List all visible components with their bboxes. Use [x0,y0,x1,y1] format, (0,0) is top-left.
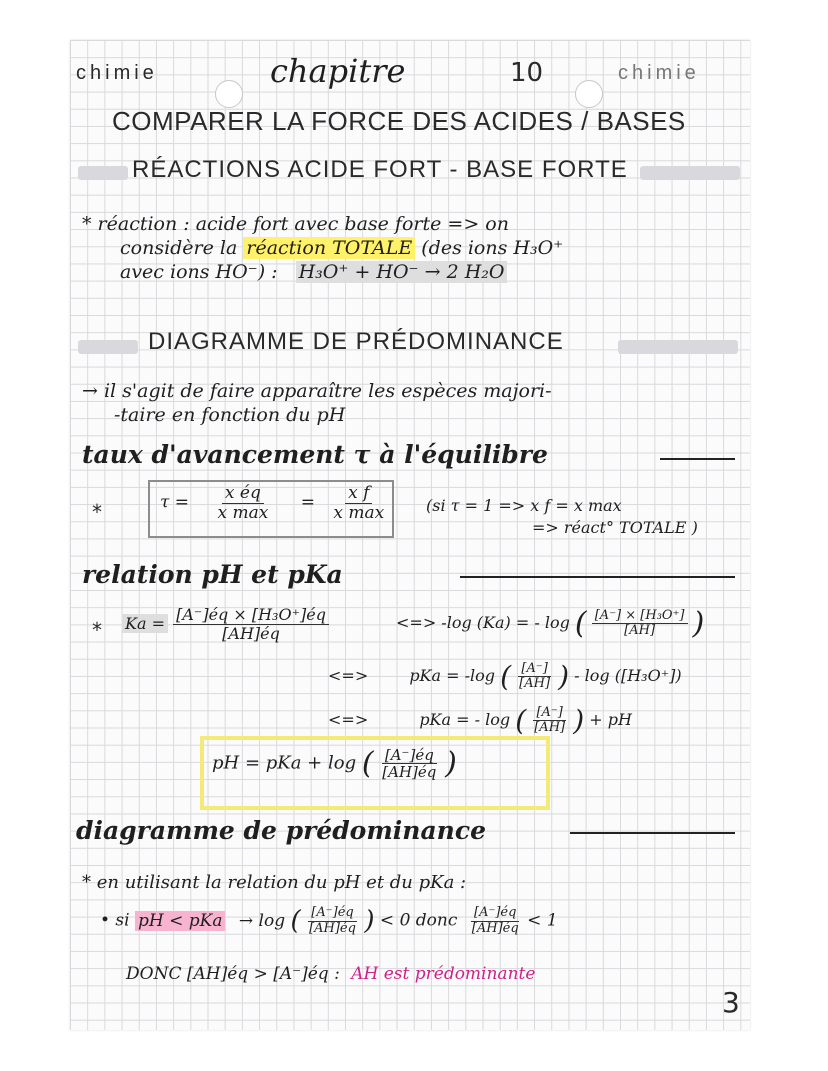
section2-band-left [78,340,138,354]
eq2-c: - log ([H₃O⁺]) [574,666,682,685]
ph-formula-fraction [379,747,439,781]
ah-predominant: AH est prédominante [351,964,536,984]
section3-rule [660,458,735,460]
section1-line1: * réaction : acide fort avec base forte => on [82,213,509,235]
bullet-num-2: [A⁻]éq [471,906,519,921]
ka-label: Ka = [122,614,168,633]
total-reaction-highlight: réaction TOTALE [243,237,415,259]
bullet-a: • si [100,910,130,931]
section2-band-right [618,340,738,354]
ka-num: [A⁻]éq × [H₃O⁺]éq [173,606,329,625]
page-number: 3 [722,986,740,1019]
ph-formula: pH = pKa + log ( $\frac{[A^-]éq}{[AH]éq}$ ) [212,745,457,781]
tau-formula [160,484,387,522]
tau-note-1: (si τ = 1 => x f = x max [426,496,622,515]
bullet-den-2: [AH]éq [471,920,519,936]
tau-f1-num: x éq [222,484,264,504]
section1-heading: RÉACTIONS ACIDE FORT - BASE FORTE [132,156,628,183]
section5-heading: diagramme de prédominance [76,816,486,845]
section2-line1: → il s'agit de faire apparaître les espèces majori- [82,380,552,402]
bullet-fraction-2 [469,906,522,936]
chapter-title: chapitre [270,52,406,90]
binder-hole-right [575,80,603,108]
section2-heading: DIAGRAMME DE PRÉDOMINANCE [148,328,564,355]
bullet-fraction-1 [306,906,359,936]
eq1-den: [AH] [624,623,656,638]
donc-line [126,964,535,984]
ph-formula-a: pH = pKa + log [212,752,357,774]
section-band-right [640,166,740,180]
equivalence-line-3: <=> pKa = - log ( $\frac{[A^-]}{[AH]}$ ) + pH [328,704,632,737]
section1-line3-a: avec ions HO⁻) : [120,261,278,283]
equivalence-line-1: <=> -log (Ka) = - log ( $\frac{\text{[A⁻] × [H₃O⁺]}}{[AH]}$ ) [396,606,705,641]
section3-heading: taux d'avancement τ à l'équilibre [82,440,548,469]
eq3-b: pKa = - log [419,710,511,729]
section1-line2-a: considère la [120,237,238,259]
eq1-a: <=> -log (Ka) = - log [396,613,570,632]
header-right-label: chimie [618,62,700,84]
section1-line2 [120,237,563,259]
section1-line3 [120,261,507,283]
eq2-b: pKa = -log [409,666,496,685]
section2-line2: -taire en fonction du pH [114,404,346,426]
donc-a: DONC [AH]éq > [A⁻]éq : [126,964,340,984]
eq3-c: + pH [589,710,632,729]
ka-definition [122,606,329,642]
main-title: COMPARER LA FORCE DES ACIDES / BASES [112,106,686,136]
section4-heading: relation pH et pKa [82,560,343,589]
header-left-label: chimie [76,62,158,84]
eq3-den: [AH] [534,720,566,735]
tau-f2-den: x max [333,502,385,523]
section4-rule [460,576,735,578]
tau-f2-num: x f [345,484,372,504]
eq3-a: <=> [328,710,369,729]
bullet-den: [AH]éq [309,920,356,936]
ph-formula-num: [A⁻]éq [382,747,437,765]
section3-star: * [92,500,102,524]
eq2-num: [A⁻] [518,662,550,677]
ph-less-pka-highlight: pH < pKa [135,911,225,931]
eq3-fraction [531,706,568,736]
equivalence-line-2: <=> pKa = -log ( $\frac{[A^-]}{[AH]}$ ) - log ([H₃O⁺]) [328,660,682,693]
eq2-fraction [516,662,553,692]
bullet-d: < 1 [527,910,558,931]
tau-f1-den: x max [217,502,269,523]
eq3-num: [A⁻] [533,706,565,721]
section5-line1: * en utilisant la relation du pH et du pKa : [82,872,467,893]
ka-den: [AH]éq [222,623,280,643]
ka-fraction [173,606,329,642]
chapter-number: 10 [510,58,544,88]
reaction-equation: H₃O⁺ + HO⁻ → 2 H₂O [296,261,508,283]
bullet-num: [A⁻]éq [308,906,356,921]
section1-line2-b: (des ions H₃O⁺ [421,237,564,259]
tau-symbol: τ = [160,492,190,513]
section5-bullet: • si pH < pKa → log ( $\frac{[A^-]éq}{[AH]éq}$ ) < 0 donc $\frac{[A^-]éq}{[AH]éq}$ < 1 [100,905,558,936]
ph-formula-den: [AH]éq [382,763,437,781]
bullet-b: → log [238,910,286,931]
eq2-den: [AH] [519,676,551,691]
bullet-c: < 0 donc [379,910,458,931]
tau-note-2: => réact° TOTALE ) [532,518,698,537]
notebook-page [70,40,750,1030]
tau-equals: = [300,492,315,513]
eq1-fraction [592,609,688,639]
binder-hole-left [215,80,243,108]
section4-star: * [92,618,102,642]
eq2-a: <=> [328,666,369,685]
eq1-num: [A⁻] × [H₃O⁺] [592,609,688,624]
section-band-left [78,166,128,180]
section5-rule [570,832,735,834]
tau-fraction-1 [214,484,271,522]
tau-fraction-2 [330,484,387,522]
